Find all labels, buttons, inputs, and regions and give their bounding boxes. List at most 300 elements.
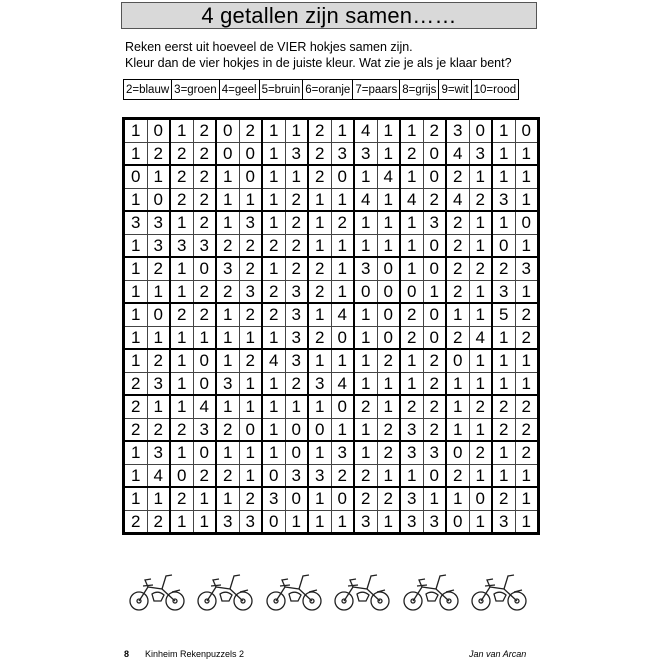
grid-cell[interactable]: 1: [262, 119, 285, 143]
grid-cell[interactable]: 0: [423, 257, 446, 280]
grid-cell[interactable]: 0: [193, 257, 216, 280]
grid-cell[interactable]: 1: [170, 326, 193, 349]
grid-cell[interactable]: 0: [469, 487, 492, 510]
grid-cell[interactable]: 1: [400, 165, 423, 188]
grid-cell[interactable]: 2: [469, 395, 492, 418]
grid-cell[interactable]: 0: [193, 441, 216, 464]
grid-cell[interactable]: 1: [147, 395, 170, 418]
grid-cell[interactable]: 1: [469, 165, 492, 188]
grid-cell[interactable]: 1: [469, 372, 492, 395]
grid-cell[interactable]: 0: [492, 234, 515, 257]
grid-cell[interactable]: 1: [308, 349, 331, 372]
grid-cell[interactable]: 3: [285, 349, 308, 372]
grid-cell[interactable]: 2: [515, 441, 539, 464]
grid-cell[interactable]: 2: [216, 280, 239, 303]
grid-cell[interactable]: 2: [446, 165, 469, 188]
grid-cell[interactable]: 2: [446, 464, 469, 487]
grid-cell[interactable]: 3: [308, 372, 331, 395]
grid-cell[interactable]: 2: [354, 464, 377, 487]
grid-cell[interactable]: 2: [124, 372, 148, 395]
grid-cell[interactable]: 3: [193, 418, 216, 441]
grid-cell[interactable]: 2: [492, 257, 515, 280]
grid-cell[interactable]: 1: [124, 119, 148, 143]
grid-cell[interactable]: 1: [216, 487, 239, 510]
grid-cell[interactable]: 1: [377, 142, 400, 165]
grid-cell[interactable]: 1: [492, 349, 515, 372]
grid-cell[interactable]: 0: [446, 349, 469, 372]
grid-cell[interactable]: 1: [400, 372, 423, 395]
grid-cell[interactable]: 2: [446, 257, 469, 280]
grid-cell[interactable]: 1: [354, 234, 377, 257]
grid-cell[interactable]: 1: [262, 211, 285, 234]
grid-cell[interactable]: 1: [124, 234, 148, 257]
grid-cell[interactable]: 2: [469, 441, 492, 464]
grid-cell[interactable]: 1: [377, 510, 400, 534]
grid-cell[interactable]: 2: [331, 464, 354, 487]
grid-cell[interactable]: 1: [354, 418, 377, 441]
grid-cell[interactable]: 1: [377, 464, 400, 487]
grid-cell[interactable]: 1: [492, 326, 515, 349]
grid-cell[interactable]: 2: [216, 418, 239, 441]
grid-cell[interactable]: 4: [354, 188, 377, 211]
grid-cell[interactable]: 3: [216, 257, 239, 280]
grid-cell[interactable]: 2: [193, 119, 216, 143]
grid-cell[interactable]: 5: [492, 303, 515, 326]
grid-cell[interactable]: 0: [124, 165, 148, 188]
grid-cell[interactable]: 3: [446, 119, 469, 143]
grid-cell[interactable]: 0: [446, 510, 469, 534]
grid-cell[interactable]: 3: [262, 487, 285, 510]
grid-cell[interactable]: 1: [262, 418, 285, 441]
grid-cell[interactable]: 1: [147, 487, 170, 510]
grid-cell[interactable]: 0: [423, 234, 446, 257]
grid-cell[interactable]: 1: [423, 280, 446, 303]
grid-cell[interactable]: 2: [170, 188, 193, 211]
grid-cell[interactable]: 1: [308, 303, 331, 326]
grid-cell[interactable]: 3: [216, 372, 239, 395]
grid-cell[interactable]: 3: [147, 441, 170, 464]
grid-cell[interactable]: 1: [285, 165, 308, 188]
grid-cell[interactable]: 1: [216, 188, 239, 211]
grid-cell[interactable]: 1: [492, 441, 515, 464]
grid-cell[interactable]: 0: [423, 326, 446, 349]
grid-cell[interactable]: 1: [239, 441, 262, 464]
grid-cell[interactable]: 3: [492, 188, 515, 211]
grid-cell[interactable]: 4: [331, 372, 354, 395]
grid-cell[interactable]: 2: [170, 165, 193, 188]
grid-cell[interactable]: 1: [377, 395, 400, 418]
grid-cell[interactable]: 1: [308, 441, 331, 464]
grid-cell[interactable]: 2: [515, 326, 539, 349]
grid-cell[interactable]: 1: [262, 326, 285, 349]
grid-cell[interactable]: 2: [423, 395, 446, 418]
grid-cell[interactable]: 2: [377, 487, 400, 510]
grid-cell[interactable]: 1: [124, 188, 148, 211]
grid-cell[interactable]: 1: [469, 349, 492, 372]
grid-cell[interactable]: 1: [216, 441, 239, 464]
grid-cell[interactable]: 1: [262, 372, 285, 395]
grid-cell[interactable]: 1: [492, 372, 515, 395]
grid-cell[interactable]: 0: [193, 372, 216, 395]
grid-cell[interactable]: 3: [170, 234, 193, 257]
grid-cell[interactable]: 2: [285, 257, 308, 280]
grid-cell[interactable]: 1: [262, 188, 285, 211]
grid-cell[interactable]: 2: [469, 257, 492, 280]
grid-cell[interactable]: 3: [147, 234, 170, 257]
grid-cell[interactable]: 2: [193, 211, 216, 234]
grid-cell[interactable]: 1: [377, 211, 400, 234]
grid-cell[interactable]: 1: [354, 441, 377, 464]
grid-cell[interactable]: 2: [400, 326, 423, 349]
grid-cell[interactable]: 1: [170, 395, 193, 418]
grid-cell[interactable]: 4: [446, 188, 469, 211]
grid-cell[interactable]: 2: [262, 234, 285, 257]
grid-cell[interactable]: 2: [308, 280, 331, 303]
grid-cell[interactable]: 1: [492, 142, 515, 165]
grid-cell[interactable]: 2: [216, 464, 239, 487]
grid-cell[interactable]: 1: [216, 326, 239, 349]
grid-cell[interactable]: 2: [239, 349, 262, 372]
grid-cell[interactable]: 1: [239, 188, 262, 211]
grid-cell[interactable]: 1: [170, 349, 193, 372]
grid-cell[interactable]: 2: [170, 303, 193, 326]
grid-cell[interactable]: 1: [492, 165, 515, 188]
grid-cell[interactable]: 2: [262, 303, 285, 326]
grid-cell[interactable]: 1: [400, 464, 423, 487]
grid-cell[interactable]: 3: [400, 418, 423, 441]
grid-cell[interactable]: 1: [377, 119, 400, 143]
grid-cell[interactable]: 0: [285, 441, 308, 464]
grid-cell[interactable]: 3: [354, 510, 377, 534]
grid-cell[interactable]: 1: [377, 372, 400, 395]
grid-cell[interactable]: 0: [147, 303, 170, 326]
grid-cell[interactable]: 1: [170, 119, 193, 143]
grid-cell[interactable]: 1: [331, 349, 354, 372]
grid-cell[interactable]: 3: [492, 280, 515, 303]
grid-cell[interactable]: 3: [331, 441, 354, 464]
grid-cell[interactable]: 3: [147, 211, 170, 234]
grid-cell[interactable]: 1: [469, 211, 492, 234]
grid-cell[interactable]: 0: [400, 280, 423, 303]
grid-cell[interactable]: 1: [354, 303, 377, 326]
grid-cell[interactable]: 2: [515, 395, 539, 418]
grid-cell[interactable]: 1: [331, 257, 354, 280]
grid-cell[interactable]: 1: [239, 372, 262, 395]
grid-cell[interactable]: 1: [469, 510, 492, 534]
grid-cell[interactable]: 1: [239, 326, 262, 349]
grid-cell[interactable]: 2: [285, 372, 308, 395]
grid-cell[interactable]: 3: [239, 280, 262, 303]
grid-cell[interactable]: 0: [423, 464, 446, 487]
grid-cell[interactable]: 2: [216, 234, 239, 257]
grid-cell[interactable]: 1: [354, 326, 377, 349]
grid-cell[interactable]: 1: [400, 349, 423, 372]
grid-cell[interactable]: 2: [170, 142, 193, 165]
grid-cell[interactable]: 1: [515, 188, 539, 211]
grid-cell[interactable]: 4: [377, 165, 400, 188]
grid-cell[interactable]: 2: [193, 165, 216, 188]
grid-cell[interactable]: 1: [515, 349, 539, 372]
grid-cell[interactable]: 1: [446, 487, 469, 510]
grid-cell[interactable]: 2: [423, 372, 446, 395]
grid-cell[interactable]: 1: [446, 418, 469, 441]
grid-cell[interactable]: 0: [308, 418, 331, 441]
grid-cell[interactable]: 1: [262, 395, 285, 418]
grid-cell[interactable]: 0: [377, 280, 400, 303]
grid-cell[interactable]: 1: [469, 464, 492, 487]
grid-cell[interactable]: 1: [331, 119, 354, 143]
grid-cell[interactable]: 1: [308, 487, 331, 510]
grid-cell[interactable]: 0: [377, 326, 400, 349]
grid-cell[interactable]: 2: [400, 395, 423, 418]
grid-cell[interactable]: 3: [354, 257, 377, 280]
grid-cell[interactable]: 2: [147, 510, 170, 534]
grid-cell[interactable]: 1: [285, 510, 308, 534]
grid-cell[interactable]: 0: [147, 119, 170, 143]
grid-cell[interactable]: 3: [354, 142, 377, 165]
grid-cell[interactable]: 1: [124, 441, 148, 464]
grid-cell[interactable]: 1: [400, 211, 423, 234]
grid-cell[interactable]: 2: [239, 257, 262, 280]
grid-cell[interactable]: 1: [170, 372, 193, 395]
grid-cell[interactable]: 3: [239, 510, 262, 534]
grid-cell[interactable]: 2: [377, 349, 400, 372]
grid-cell[interactable]: 1: [515, 510, 539, 534]
grid-cell[interactable]: 2: [285, 188, 308, 211]
grid-cell[interactable]: 2: [239, 119, 262, 143]
grid-cell[interactable]: 1: [377, 188, 400, 211]
grid-cell[interactable]: 3: [239, 211, 262, 234]
grid-cell[interactable]: 1: [147, 280, 170, 303]
grid-cell[interactable]: 0: [216, 119, 239, 143]
grid-cell[interactable]: 1: [492, 464, 515, 487]
grid-cell[interactable]: 1: [170, 211, 193, 234]
grid-cell[interactable]: 3: [193, 234, 216, 257]
grid-cell[interactable]: 2: [331, 211, 354, 234]
grid-cell[interactable]: 4: [469, 326, 492, 349]
grid-cell[interactable]: 1: [124, 487, 148, 510]
grid-cell[interactable]: 1: [170, 510, 193, 534]
grid-cell[interactable]: 2: [124, 395, 148, 418]
grid-cell[interactable]: 2: [124, 510, 148, 534]
grid-cell[interactable]: 4: [262, 349, 285, 372]
grid-cell[interactable]: 1: [469, 234, 492, 257]
grid-cell[interactable]: 1: [446, 372, 469, 395]
grid-cell[interactable]: 1: [515, 142, 539, 165]
grid-cell[interactable]: 1: [400, 257, 423, 280]
grid-cell[interactable]: 2: [239, 234, 262, 257]
grid-cell[interactable]: 1: [492, 211, 515, 234]
grid-cell[interactable]: 1: [285, 119, 308, 143]
grid-cell[interactable]: 1: [354, 165, 377, 188]
grid-cell[interactable]: 3: [515, 257, 539, 280]
grid-cell[interactable]: 1: [285, 395, 308, 418]
grid-cell[interactable]: 3: [285, 303, 308, 326]
grid-cell[interactable]: 3: [423, 441, 446, 464]
grid-cell[interactable]: 2: [147, 349, 170, 372]
grid-cell[interactable]: 1: [308, 234, 331, 257]
grid-cell[interactable]: 1: [262, 257, 285, 280]
grid-cell[interactable]: 0: [239, 418, 262, 441]
grid-cell[interactable]: 1: [331, 418, 354, 441]
grid-cell[interactable]: 3: [400, 510, 423, 534]
grid-cell[interactable]: 3: [469, 142, 492, 165]
grid-cell[interactable]: 1: [124, 280, 148, 303]
grid-cell[interactable]: 1: [193, 326, 216, 349]
grid-cell[interactable]: 1: [124, 303, 148, 326]
grid-cell[interactable]: 2: [423, 119, 446, 143]
grid-cell[interactable]: 1: [124, 142, 148, 165]
grid-cell[interactable]: 2: [147, 418, 170, 441]
grid-cell[interactable]: 3: [423, 510, 446, 534]
grid-cell[interactable]: 2: [354, 487, 377, 510]
grid-cell[interactable]: 0: [423, 142, 446, 165]
grid-cell[interactable]: 2: [147, 257, 170, 280]
grid-cell[interactable]: 2: [377, 441, 400, 464]
grid-cell[interactable]: 0: [239, 165, 262, 188]
grid-cell[interactable]: 3: [285, 326, 308, 349]
grid-cell[interactable]: 3: [308, 464, 331, 487]
grid-cell[interactable]: 3: [285, 464, 308, 487]
grid-cell[interactable]: 1: [124, 326, 148, 349]
grid-cell[interactable]: 1: [216, 395, 239, 418]
grid-cell[interactable]: 1: [354, 211, 377, 234]
grid-cell[interactable]: 1: [400, 234, 423, 257]
grid-cell[interactable]: 2: [492, 418, 515, 441]
grid-cell[interactable]: 1: [446, 395, 469, 418]
grid-cell[interactable]: 0: [377, 303, 400, 326]
grid-cell[interactable]: 1: [469, 280, 492, 303]
grid-cell[interactable]: 4: [446, 142, 469, 165]
grid-cell[interactable]: 0: [193, 349, 216, 372]
grid-cell[interactable]: 0: [446, 441, 469, 464]
grid-cell[interactable]: 2: [469, 188, 492, 211]
grid-cell[interactable]: 1: [262, 142, 285, 165]
grid-cell[interactable]: 2: [147, 142, 170, 165]
grid-cell[interactable]: 0: [285, 487, 308, 510]
grid-cell[interactable]: 1: [515, 487, 539, 510]
grid-cell[interactable]: 1: [515, 234, 539, 257]
grid-cell[interactable]: 1: [124, 257, 148, 280]
grid-cell[interactable]: 0: [262, 464, 285, 487]
grid-cell[interactable]: 3: [147, 372, 170, 395]
grid-cell[interactable]: 2: [423, 349, 446, 372]
grid-cell[interactable]: 1: [216, 349, 239, 372]
grid-cell[interactable]: 3: [423, 211, 446, 234]
grid-cell[interactable]: 2: [285, 234, 308, 257]
grid-cell[interactable]: 1: [170, 257, 193, 280]
grid-cell[interactable]: 2: [308, 326, 331, 349]
grid-cell[interactable]: 1: [216, 165, 239, 188]
grid-cell[interactable]: 2: [308, 165, 331, 188]
grid-cell[interactable]: 1: [515, 280, 539, 303]
grid-cell[interactable]: 1: [262, 441, 285, 464]
grid-cell[interactable]: 4: [331, 303, 354, 326]
grid-cell[interactable]: 0: [331, 165, 354, 188]
grid-cell[interactable]: 1: [308, 395, 331, 418]
grid-cell[interactable]: 1: [469, 418, 492, 441]
grid-cell[interactable]: 3: [285, 142, 308, 165]
grid-cell[interactable]: 1: [308, 188, 331, 211]
grid-cell[interactable]: 0: [239, 142, 262, 165]
grid-cell[interactable]: 2: [400, 303, 423, 326]
grid-cell[interactable]: 0: [354, 280, 377, 303]
grid-cell[interactable]: 3: [216, 510, 239, 534]
grid-cell[interactable]: 1: [193, 510, 216, 534]
grid-cell[interactable]: 1: [331, 188, 354, 211]
grid-cell[interactable]: 2: [515, 303, 539, 326]
grid-cell[interactable]: 1: [423, 487, 446, 510]
grid-cell[interactable]: 1: [469, 303, 492, 326]
grid-cell[interactable]: 1: [239, 395, 262, 418]
grid-cell[interactable]: 1: [170, 280, 193, 303]
grid-cell[interactable]: 1: [331, 234, 354, 257]
grid-cell[interactable]: 1: [147, 326, 170, 349]
grid-cell[interactable]: 1: [515, 372, 539, 395]
grid-cell[interactable]: 2: [400, 142, 423, 165]
grid-cell[interactable]: 1: [124, 349, 148, 372]
grid-cell[interactable]: 1: [124, 464, 148, 487]
grid-cell[interactable]: 0: [423, 165, 446, 188]
grid-cell[interactable]: 1: [331, 280, 354, 303]
grid-cell[interactable]: 0: [331, 326, 354, 349]
grid-cell[interactable]: 2: [239, 487, 262, 510]
grid-cell[interactable]: 1: [308, 211, 331, 234]
grid-cell[interactable]: 2: [308, 257, 331, 280]
grid-cell[interactable]: 1: [446, 303, 469, 326]
grid-cell[interactable]: 0: [515, 119, 539, 143]
grid-cell[interactable]: 2: [515, 418, 539, 441]
grid-cell[interactable]: 1: [193, 487, 216, 510]
grid-cell[interactable]: 0: [515, 211, 539, 234]
grid-cell[interactable]: 2: [308, 142, 331, 165]
grid-cell[interactable]: 0: [331, 395, 354, 418]
grid-cell[interactable]: 1: [262, 165, 285, 188]
grid-cell[interactable]: 1: [354, 349, 377, 372]
grid-cell[interactable]: 4: [193, 395, 216, 418]
grid-cell[interactable]: 1: [515, 464, 539, 487]
grid-cell[interactable]: 2: [446, 326, 469, 349]
grid-cell[interactable]: 1: [147, 165, 170, 188]
grid-cell[interactable]: 0: [331, 487, 354, 510]
grid-cell[interactable]: 2: [308, 119, 331, 143]
grid-cell[interactable]: 0: [285, 418, 308, 441]
grid-cell[interactable]: 0: [216, 142, 239, 165]
grid-cell[interactable]: 3: [331, 142, 354, 165]
grid-cell[interactable]: 2: [354, 395, 377, 418]
grid-cell[interactable]: 3: [492, 510, 515, 534]
grid-cell[interactable]: 2: [377, 418, 400, 441]
grid-cell[interactable]: 2: [193, 142, 216, 165]
grid-cell[interactable]: 2: [262, 280, 285, 303]
grid-cell[interactable]: 2: [446, 211, 469, 234]
grid-cell[interactable]: 4: [400, 188, 423, 211]
grid-cell[interactable]: 2: [446, 234, 469, 257]
grid-cell[interactable]: 1: [216, 211, 239, 234]
grid-cell[interactable]: 3: [400, 441, 423, 464]
grid-cell[interactable]: 1: [354, 372, 377, 395]
grid-cell[interactable]: 2: [492, 395, 515, 418]
grid-cell[interactable]: 3: [400, 487, 423, 510]
grid-cell[interactable]: 1: [216, 303, 239, 326]
grid-cell[interactable]: 1: [308, 510, 331, 534]
grid-cell[interactable]: 2: [193, 303, 216, 326]
grid-cell[interactable]: 1: [492, 119, 515, 143]
grid-cell[interactable]: 0: [423, 303, 446, 326]
grid-cell[interactable]: 0: [469, 119, 492, 143]
grid-cell[interactable]: 2: [124, 418, 148, 441]
grid-cell[interactable]: 1: [331, 510, 354, 534]
